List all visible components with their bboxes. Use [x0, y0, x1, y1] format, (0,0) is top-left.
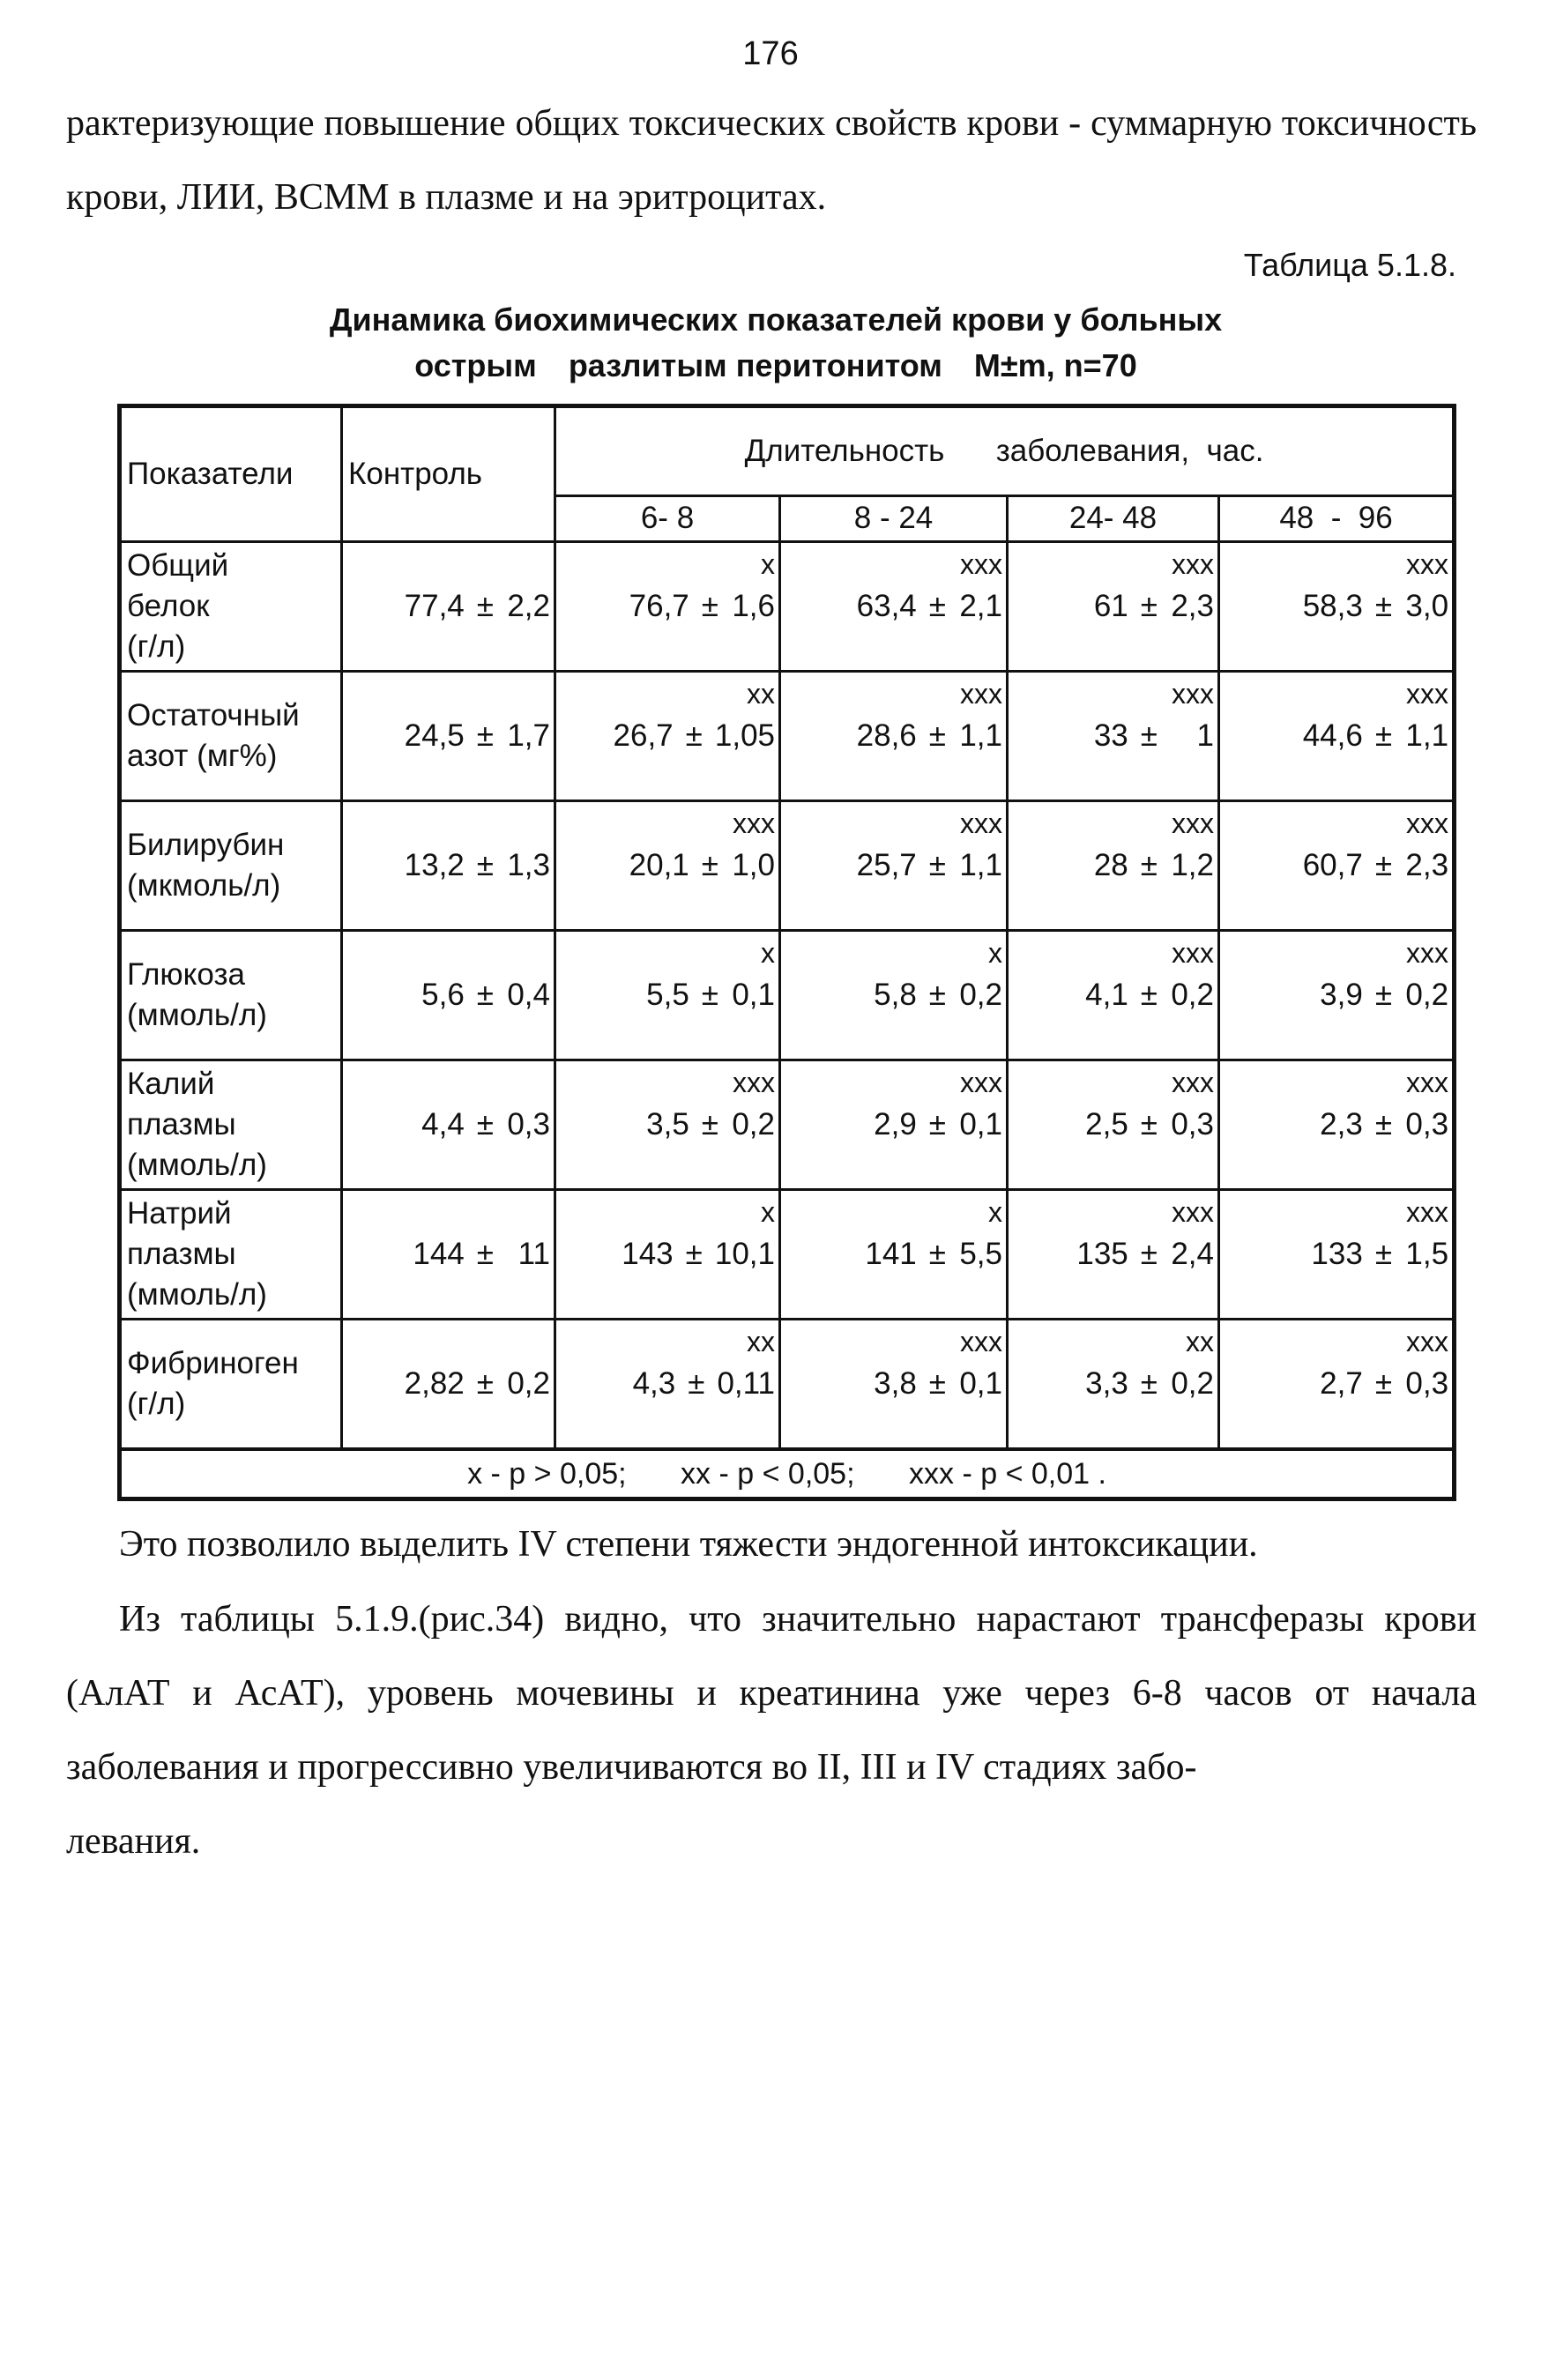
value-mean: 60,7: [1302, 848, 1363, 882]
period-value-cell: [1219, 801, 1455, 931]
value-mean: 3,5: [646, 1107, 689, 1142]
period-value-cell: [555, 1190, 780, 1320]
value-err: 1,7: [507, 718, 550, 753]
value-mean: 26,7: [613, 718, 674, 753]
value-pm: ±: [476, 1366, 494, 1401]
value-mean: 33: [1093, 718, 1128, 753]
value-mean: 135: [1076, 1237, 1128, 1271]
value: [1220, 1366, 1452, 1402]
value-err: 0,2: [1171, 1366, 1214, 1401]
significance-mark: x: [988, 1196, 1002, 1228]
value-mean: 63,4: [856, 589, 917, 623]
period-value-cell: [780, 801, 1008, 931]
significance-mark: xxx: [1172, 807, 1214, 839]
value: [556, 1107, 778, 1142]
value-pm: ±: [688, 1366, 705, 1401]
header-control: Контроль: [342, 406, 555, 542]
value-err: 1,1: [959, 848, 1002, 882]
value-mean: 3,3: [1085, 1366, 1128, 1401]
value-err: 0,4: [507, 978, 550, 1012]
value-mean: 3,8: [874, 1366, 917, 1401]
value-pm: ±: [476, 589, 494, 623]
param-name-line: Глюкоза: [127, 957, 245, 992]
period-value-cell: [1008, 672, 1219, 801]
value-err: 1,3: [507, 848, 550, 882]
param-name-line: Остаточный: [127, 698, 300, 733]
legend-item: xx - p < 0,05;: [681, 1456, 855, 1491]
value-err: 0,3: [1405, 1107, 1449, 1142]
header-period: 48 - 96: [1219, 495, 1455, 541]
significance-mark: x: [761, 937, 775, 969]
value: [556, 1366, 778, 1402]
period-value-cell: [555, 672, 780, 801]
table-title-part-c: M±m, n=70: [973, 347, 1137, 383]
table-row: [120, 931, 1455, 1060]
value: [343, 1237, 554, 1272]
value-err: 0,3: [1171, 1107, 1214, 1142]
row-param-name: [120, 801, 342, 931]
value-mean: 20,1: [629, 848, 689, 882]
period-value-cell: [780, 1190, 1008, 1320]
value-err: 0,2: [1405, 978, 1449, 1012]
value-err: 0,2: [959, 978, 1002, 1012]
value-err: 1,2: [1171, 848, 1214, 882]
value: [1009, 1107, 1217, 1142]
value-mean: 25,7: [856, 848, 917, 882]
value-mean: 5,5: [646, 978, 689, 1012]
significance-mark: xxx: [1406, 807, 1449, 839]
param-name-line: плазмы: [127, 1107, 236, 1142]
value-pm: ±: [928, 1107, 946, 1142]
period-value-cell: [1008, 801, 1219, 931]
value: [1009, 1366, 1217, 1402]
header-param: Показатели: [120, 406, 342, 542]
param-name-line: Общий: [127, 548, 229, 583]
control-value-cell: [342, 672, 555, 801]
value-err: 0,3: [507, 1107, 550, 1142]
value: [1220, 1237, 1452, 1272]
value-pm: ±: [701, 1107, 718, 1142]
legend-item: xxx - p < 0,01 .: [909, 1456, 1106, 1491]
period-value-cell: [780, 542, 1008, 672]
table-title-part-b: разлитым перитонитом: [568, 347, 942, 383]
period-value-cell: [1219, 672, 1455, 801]
value-err: 0,3: [1405, 1366, 1449, 1401]
value-err: 3,0: [1405, 589, 1449, 623]
significance-mark: xxx: [960, 807, 1002, 839]
value-mean: 76,7: [629, 589, 689, 623]
significance-mark: xxx: [960, 678, 1002, 710]
paragraph-bottom: [66, 1582, 1477, 1878]
value-pm: ±: [1140, 1107, 1158, 1142]
period-value-cell: [555, 542, 780, 672]
table-title: [115, 297, 1437, 389]
value-mean: 44,6: [1302, 718, 1363, 753]
value-pm: ±: [1140, 848, 1158, 882]
value-mean: 28,6: [856, 718, 917, 753]
param-name-line: (ммоль/л): [127, 998, 267, 1032]
value-mean: 28: [1093, 848, 1128, 882]
significance-mark: x: [988, 937, 1002, 969]
value-pm: ±: [1374, 1107, 1393, 1142]
value-pm: ±: [1140, 1366, 1158, 1401]
value: [556, 848, 778, 883]
period-value-cell: [555, 1060, 780, 1190]
param-name-line: Фибриноген: [127, 1346, 299, 1380]
value-mean: 143: [622, 1237, 674, 1271]
value: [1009, 1237, 1217, 1272]
period-value-cell: [780, 1060, 1008, 1190]
significance-mark: xxx: [960, 548, 1002, 580]
value: [1009, 848, 1217, 883]
header-period: 8 - 24: [780, 495, 1008, 541]
table-title-part-a: острым: [414, 347, 537, 383]
paragraph-top: рактеризующие повышение общих токсических свойств крови - суммарную токсичность крови, ЛИИ, ВСММ в плазме и на эритроцитах.: [66, 103, 1477, 218]
significance-mark: xxx: [1406, 678, 1449, 710]
table-row: [120, 672, 1455, 801]
control-value-cell: [342, 1190, 555, 1320]
value: [781, 718, 1006, 754]
significance-mark: xx: [747, 1326, 775, 1357]
value: [1220, 589, 1452, 624]
param-name-line: Билирубин: [127, 828, 285, 862]
period-value-cell: [1219, 1060, 1455, 1190]
value: [1220, 848, 1452, 883]
value-err: 2,3: [1171, 589, 1214, 623]
value-err: 2,2: [507, 589, 550, 623]
value: [1220, 1107, 1452, 1142]
value-err: 0,2: [732, 1107, 775, 1142]
significance-mark: xxx: [1172, 548, 1214, 580]
value-mean: 77,4: [404, 589, 465, 623]
page-number: 176: [742, 35, 799, 72]
period-value-cell: [555, 1320, 780, 1450]
value: [556, 978, 778, 1013]
value: [343, 848, 554, 883]
param-name-line: азот (мг%): [127, 739, 278, 773]
row-param-name: [120, 931, 342, 1060]
biochemistry-table: [117, 404, 1456, 1501]
value-pm: ±: [1374, 848, 1393, 882]
value-err: 1,1: [959, 718, 1002, 753]
value-pm: ±: [476, 1237, 494, 1271]
value-mean: 133: [1311, 1237, 1363, 1271]
paragraph-mid: Это позволило выделить IV степени тяжести эндогенной интоксикации.: [119, 1524, 1258, 1565]
value-pm: ±: [928, 848, 946, 882]
value-mean: 61: [1093, 589, 1128, 623]
period-value-cell: [555, 801, 780, 931]
param-name-line: (ммоль/л): [127, 1277, 267, 1312]
control-value-cell: [342, 1060, 555, 1190]
value: [1009, 589, 1217, 624]
param-name-line: (мкмоль/л): [127, 868, 281, 903]
value-mean: 5,8: [874, 978, 917, 1012]
value-mean: 58,3: [1302, 589, 1363, 623]
param-name-line: (г/л): [127, 629, 186, 664]
significance-mark: xxx: [733, 1067, 775, 1098]
row-param-name: [120, 1190, 342, 1320]
value-pm: ±: [1140, 718, 1158, 753]
param-name-line: (ммоль/л): [127, 1148, 267, 1182]
value-pm: ±: [476, 978, 494, 1012]
value-pm: ±: [701, 978, 718, 1012]
value-err: 0,1: [959, 1107, 1002, 1142]
value-mean: 2,9: [874, 1107, 917, 1142]
value-pm: ±: [701, 848, 718, 882]
value-pm: ±: [928, 1366, 946, 1401]
control-value-cell: [342, 1320, 555, 1450]
value-mean: 144: [413, 1237, 465, 1271]
period-value-cell: [1219, 1190, 1455, 1320]
value: [556, 718, 778, 754]
table-caption: Таблица 5.1.8.: [1243, 247, 1456, 283]
value-pm: ±: [476, 848, 494, 882]
period-value-cell: [1008, 542, 1219, 672]
significance-mark: xxx: [1406, 1067, 1449, 1098]
param-name-line: плазмы: [127, 1237, 236, 1271]
significance-mark: xxx: [960, 1067, 1002, 1098]
value-err: 0,11: [717, 1366, 775, 1401]
value-err: 1,6: [732, 589, 775, 623]
value-mean: 2,3: [1320, 1107, 1363, 1142]
significance-mark: xxx: [1172, 1196, 1214, 1228]
period-value-cell: [1219, 542, 1455, 672]
value: [556, 1237, 778, 1272]
value-err: 1: [1196, 718, 1214, 753]
period-value-cell: [780, 931, 1008, 1060]
paragraph-bottom-text: Из таблицы 5.1.9.(рис.34) видно, что значительно нарастают трансферазы крови (АлАТ и АсАТ), уровень мочевины и креатинина уже через 6-8 часов от начала заболевания и прогрессивно увеличиваются во II, III и IV стадиях забо-: [66, 1599, 1477, 1788]
value-mean: 13,2: [404, 848, 465, 882]
legend-item: x - p > 0,05;: [467, 1456, 627, 1491]
value-err: 0,1: [732, 978, 775, 1012]
table-row: [120, 1060, 1455, 1190]
table-row: [120, 801, 1455, 931]
value-pm: ±: [1374, 978, 1393, 1012]
value-pm: ±: [1374, 718, 1393, 753]
value: [1009, 978, 1217, 1013]
value-mean: 141: [865, 1237, 917, 1271]
value-err: 2,3: [1405, 848, 1449, 882]
header-duration: Длительность заболевания, час.: [555, 406, 1455, 496]
value-err: 1,5: [1405, 1237, 1449, 1271]
period-value-cell: [555, 931, 780, 1060]
value: [781, 589, 1006, 624]
value-mean: 2,5: [1085, 1107, 1128, 1142]
value-err: 1,05: [714, 718, 775, 753]
value-mean: 3,9: [1320, 978, 1363, 1012]
table-row: [120, 542, 1455, 672]
value-mean: 24,5: [404, 718, 465, 753]
value-err: 0,2: [1171, 978, 1214, 1012]
significance-mark: xxx: [1172, 937, 1214, 969]
significance-mark: xxx: [1406, 548, 1449, 580]
value: [343, 1366, 554, 1402]
significance-mark: xxx: [733, 807, 775, 839]
value: [1220, 978, 1452, 1013]
table-title-line-2: [115, 343, 1437, 389]
significance-mark: xxx: [1406, 1326, 1449, 1357]
value: [781, 978, 1006, 1013]
value-err: 0,1: [959, 1366, 1002, 1401]
value-mean: 4,3: [632, 1366, 676, 1401]
control-value-cell: [342, 931, 555, 1060]
period-value-cell: [1008, 1060, 1219, 1190]
value-pm: ±: [685, 1237, 703, 1271]
value-err: 5,5: [959, 1237, 1002, 1271]
control-value-cell: [342, 801, 555, 931]
table-row: [120, 1320, 1455, 1450]
significance-mark: xxx: [1406, 1196, 1449, 1228]
row-param-name: [120, 542, 342, 672]
value-mean: 5,6: [421, 978, 465, 1012]
value: [781, 1107, 1006, 1142]
row-param-name: [120, 1320, 342, 1450]
param-name-line: белок: [127, 589, 210, 623]
value-pm: ±: [1140, 589, 1158, 623]
significance-mark: xxx: [1406, 937, 1449, 969]
significance-mark: x: [761, 1196, 775, 1228]
value-pm: ±: [476, 1107, 494, 1142]
value-mean: 4,4: [421, 1107, 465, 1142]
period-value-cell: [1008, 931, 1219, 1060]
significance-mark: xxx: [1172, 678, 1214, 710]
value: [781, 1237, 1006, 1272]
period-value-cell: [1219, 931, 1455, 1060]
header-period: 24- 48: [1008, 495, 1219, 541]
period-value-cell: [1008, 1190, 1219, 1320]
value-pm: ±: [476, 718, 494, 753]
significance-mark: xxx: [960, 1326, 1002, 1357]
period-value-cell: [780, 1320, 1008, 1450]
value: [556, 589, 778, 624]
value-err: 1,1: [1405, 718, 1449, 753]
value: [343, 589, 554, 624]
value-pm: ±: [1374, 1366, 1393, 1401]
value-err: 2,4: [1171, 1237, 1214, 1271]
value-pm: ±: [701, 589, 718, 623]
row-param-name: [120, 672, 342, 801]
value-mean: 4,1: [1085, 978, 1128, 1012]
value-pm: ±: [928, 718, 946, 753]
value-pm: ±: [1374, 589, 1393, 623]
param-name-line: Калий: [127, 1067, 215, 1101]
value-pm: ±: [1140, 1237, 1158, 1271]
significance-mark: xxx: [1172, 1067, 1214, 1098]
table-legend: [120, 1449, 1455, 1499]
table-row: [120, 1190, 1455, 1320]
paragraph-bottom-tail: левания.: [66, 1821, 201, 1862]
significance-mark: x: [761, 548, 775, 580]
param-name-line: Натрий: [127, 1196, 232, 1231]
value-err: 0,2: [507, 1366, 550, 1401]
value-mean: 2,82: [404, 1366, 465, 1401]
period-value-cell: [780, 672, 1008, 801]
value: [343, 978, 554, 1013]
value: [343, 1107, 554, 1142]
row-param-name: [120, 1060, 342, 1190]
value-pm: ±: [928, 978, 946, 1012]
value-err: 11: [517, 1237, 550, 1271]
value-err: 1,0: [732, 848, 775, 882]
value: [1009, 718, 1217, 754]
header-period: 6- 8: [555, 495, 780, 541]
table-title-line-1: Динамика биохимических показателей крови у больных: [329, 301, 1223, 338]
control-value-cell: [342, 542, 555, 672]
value-mean: 2,7: [1320, 1366, 1363, 1401]
value: [781, 1366, 1006, 1402]
value: [781, 848, 1006, 883]
value-pm: ±: [1374, 1237, 1393, 1271]
value-err: 2,1: [959, 589, 1002, 623]
param-name-line: (г/л): [127, 1387, 186, 1421]
significance-mark: xx: [747, 678, 775, 710]
value: [343, 718, 554, 754]
value-pm: ±: [928, 1237, 946, 1271]
significance-mark: xx: [1186, 1326, 1214, 1357]
period-value-cell: [1219, 1320, 1455, 1450]
value-err: 10,1: [714, 1237, 775, 1271]
table-body: [120, 542, 1455, 1450]
value: [1220, 718, 1452, 754]
value-pm: ±: [685, 718, 703, 753]
value-pm: ±: [1140, 978, 1158, 1012]
period-value-cell: [1008, 1320, 1219, 1450]
value-pm: ±: [928, 589, 946, 623]
